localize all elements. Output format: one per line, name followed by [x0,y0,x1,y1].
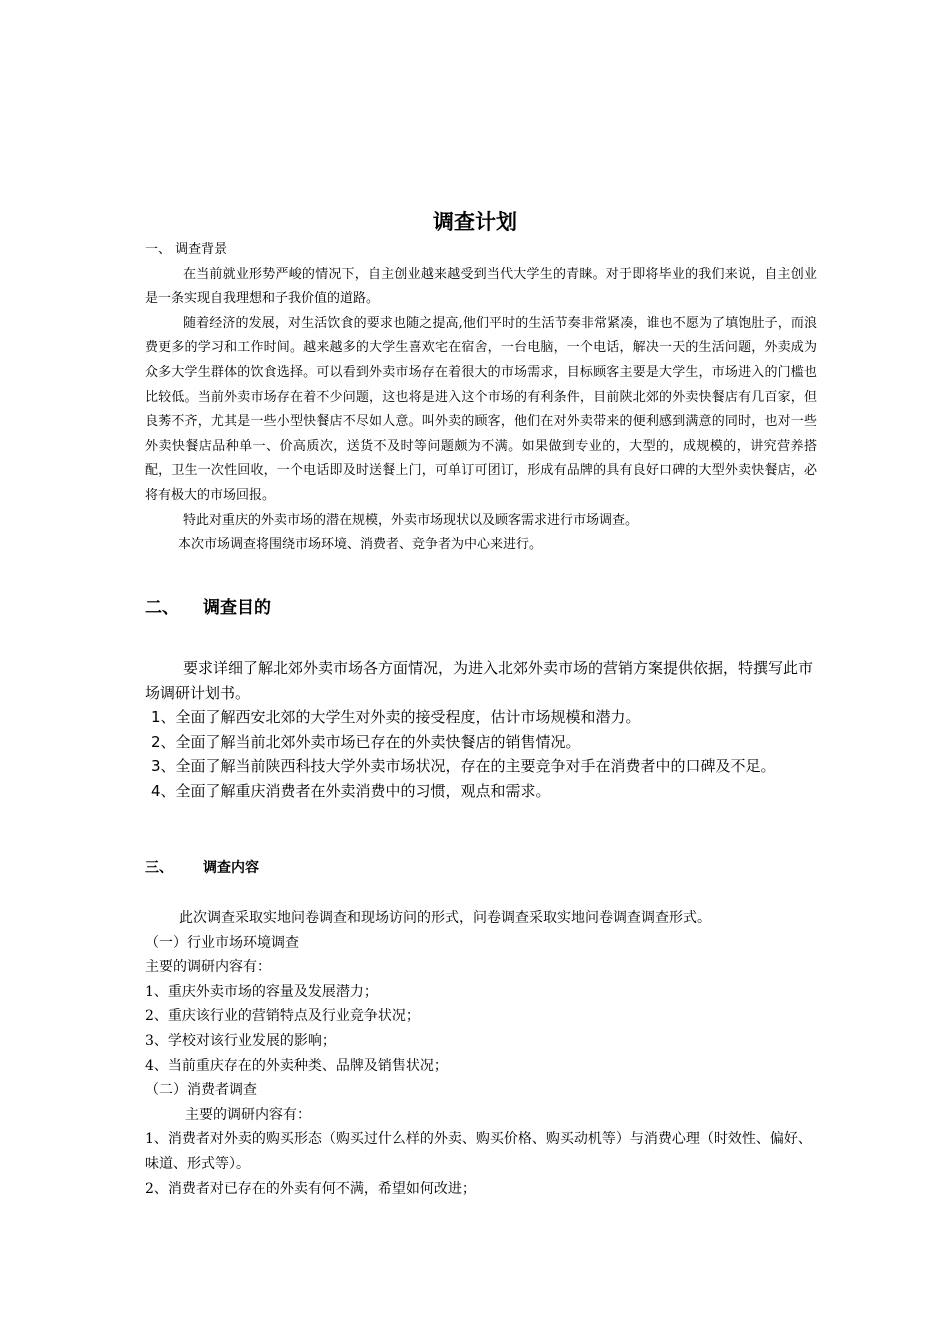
section-heading-purpose [145,596,271,620]
list-item: 1、全面了解西安北郊的大学生对外卖的接受程度，估计市场规模和潜力。 [151,708,641,726]
list-item: 3、全面了解当前陕西科技大学外卖市场状况，存在的主要竞争对手在消费者中的口碑及不足。 [151,757,776,775]
list-item: 2、消费者对已存在的外卖有何不满，希望如何改进； [145,1180,476,1197]
list-item: 4、全面了解重庆消费者在外卖消费中的习惯，观点和需求。 [151,781,551,800]
paragraph: 在当前就业形势严峻的情况下，自主创业越来越受到当代大学生的青睐。对于即将毕业的我们来说，自主创业是一条实现自我理想和子我价值的道路。 [145,266,817,307]
subsection-title: （二）消费者调查 [145,1082,257,1099]
section-heading-content [145,857,259,879]
paragraph: 本次市场调查将围绕市场环境、消费者、竞争者为中心来进行。 [178,537,543,553]
section-number: 二、 [145,598,179,618]
section-purpose [145,656,817,803]
paragraph: 主要的调研内容有： [185,1106,311,1123]
section-background [145,238,817,558]
list-item: 2、重庆该行业的营销特点及行业竞争状况； [145,1008,420,1025]
section-content [145,906,817,1201]
list-item: 2、全面了解当前北郊外卖市场已存在的外卖快餐店的销售情况。 [151,732,581,751]
document-title: 调查计划 [433,210,517,234]
list-item: 1、消费者对外卖的购买形态（购买过什么样的外卖、购买价格、购买动机等）与消费心理（时效性、偏好、 味道、形式等）。 [145,1131,812,1172]
list-item: 3、学校对该行业发展的影响； [145,1032,336,1049]
paragraph: 随着经济的发展，对生活饮食的要求也随之提高,他们平时的生活节奏非常紧凑，谁也不愿为了填饱肚子，而浪费更多的学习和工作时间。越来越多的大学生喜欢宅在宿舍，一台电脑，一个电话，解决一天的生活问题，外卖成为众多大学生群体的饮食选择。可以看到外卖市场存在着很大的市场需求，目标顾客主要是大学生，市场进入的门槛也比较低。当前外卖市场存在着不少问题，这也将是进入这个市场的有利条件，目前陕北郊的外卖快餐店有几百家，但良莠不齐，尤其是一些小型快餐店不尽如人意。叫外卖的顾客，他们在对外卖带来的便利感到满意的同时，也对一些外卖快餐店品种单一、价高质次，送货不及时等问题颇为不满。如果做到专业的，大型的，成规模的，讲究营养搭配，卫生一次性回收，一个电话即及时送餐上门，可单订可团订，形成有品牌的具有良好口碑的大型外卖快餐店，必将有极大的市场回报。 [145,315,817,503]
list-item: 4、当前重庆存在的外卖种类、品牌及销售状况； [145,1057,448,1074]
paragraph: 要求详细了解北郊外卖市场各方面情况，为进入北郊外卖市场的营销方案提供依据，特撰写此市场调研计划书。 [145,659,814,702]
subsection-title: （一）行业市场环境调查 [145,934,299,951]
section-heading: 一、 调查背景 [145,242,228,257]
paragraph: 主要的调研内容有： [145,959,271,976]
list-item: 1、重庆外卖市场的容量及发展潜力； [145,983,378,1000]
section-number: 三、 [145,860,173,876]
paragraph: 特此对重庆的外卖市场的潜在规模，外卖市场现状以及顾客需求进行市场调查。 [183,512,639,528]
section-title: 调查内容 [203,860,259,876]
section-title: 调查目的 [203,598,271,618]
paragraph: 此次调查采取实地问卷调查和现场访问的形式，问卷调查采取实地问卷调查调查形式。 [179,910,711,926]
